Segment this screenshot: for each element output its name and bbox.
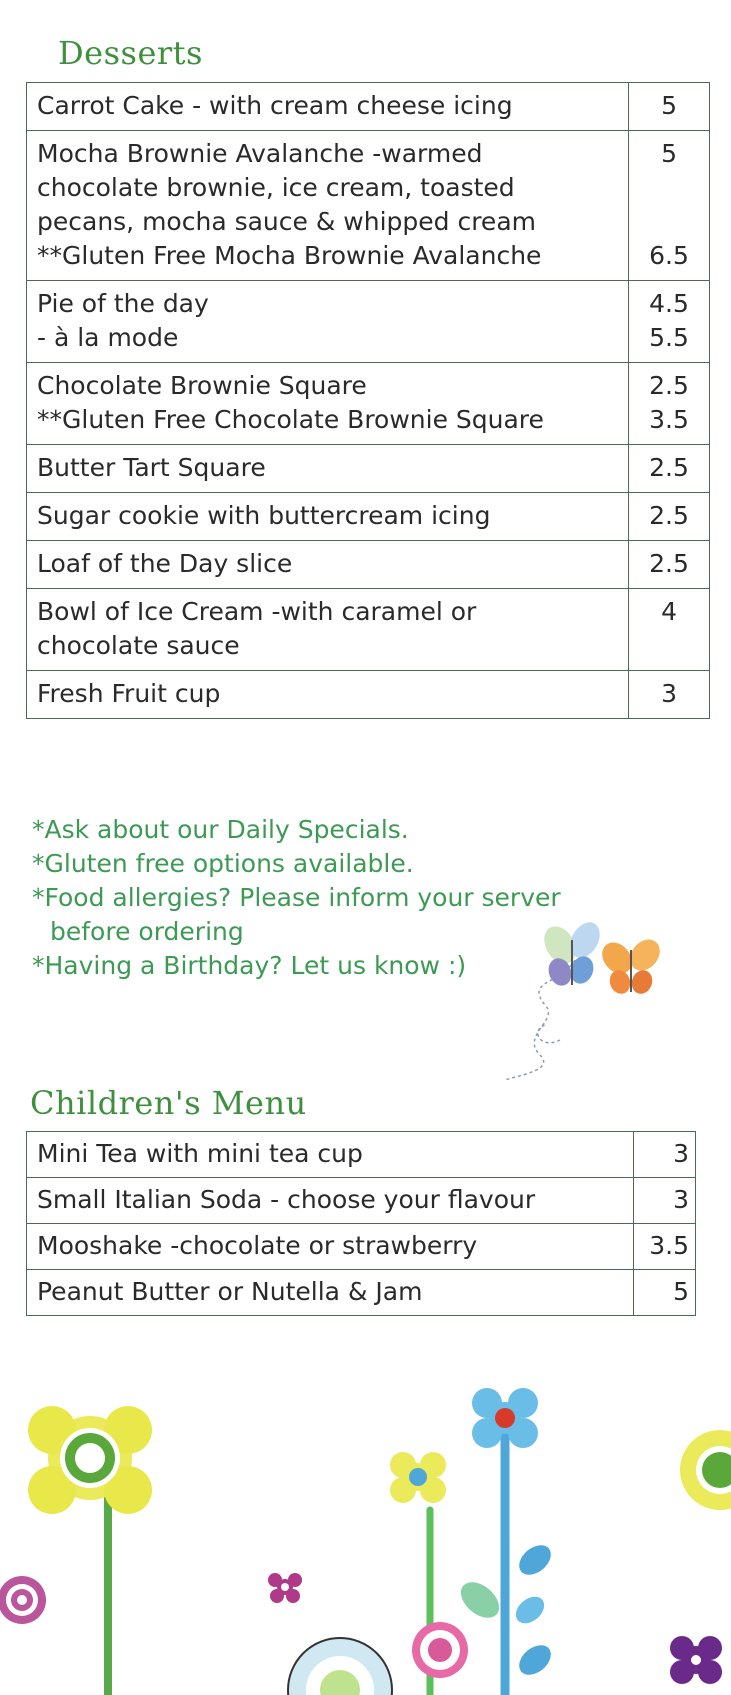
note-birthday: *Having a Birthday? Let us know :) [32, 951, 467, 980]
item-name: Carrot Cake - with cream cheese icing [27, 83, 629, 131]
item-name: Mini Tea with mini tea cup [27, 1132, 634, 1178]
item-name: Loaf of the Day slice [27, 541, 629, 589]
item-price: 2.5 [629, 493, 710, 541]
flower-icon [412, 1622, 468, 1678]
item-name: Butter Tart Square [27, 445, 629, 493]
desserts-heading: Desserts [58, 34, 203, 72]
item-price: 5 [629, 83, 710, 131]
item-price: 3 [634, 1132, 696, 1178]
flower-icon [390, 1452, 446, 1503]
item-price: 2.5 3.5 [629, 363, 710, 445]
note-gluten-free: *Gluten free options available. [32, 849, 414, 878]
note-daily-specials: *Ask about our Daily Specials. [32, 815, 409, 844]
butterfly-icon [505, 917, 606, 1080]
item-name: Chocolate Brownie Square **Gluten Free Chocolate Brownie Square [27, 363, 629, 445]
item-name: Sugar cookie with buttercream icing [27, 493, 629, 541]
item-price: 2.5 [629, 541, 710, 589]
flower-icon [670, 1636, 722, 1684]
item-price: 3.5 [634, 1224, 696, 1270]
item-price: 5 6.5 [629, 131, 710, 281]
item-price: 5 [634, 1270, 696, 1316]
item-price: 4.5 5.5 [629, 281, 710, 363]
item-name: Pie of the day - à la mode [27, 281, 629, 363]
item-name: Fresh Fruit cup [27, 671, 629, 719]
item-price: 3 [629, 671, 710, 719]
flower-icon [0, 1576, 46, 1624]
item-price: 3 [634, 1178, 696, 1224]
flower-icon [288, 1638, 392, 1695]
flower-icon [268, 1573, 302, 1603]
item-name: Mooshake -chocolate or strawberry [27, 1224, 634, 1270]
flower-icon [680, 1430, 731, 1510]
item-name: Bowl of Ice Cream -with caramel or chocolate sauce [27, 589, 629, 671]
note-food-allergies-cont: before ordering [50, 917, 244, 946]
item-price: 2.5 [629, 445, 710, 493]
flower-icon [28, 1406, 152, 1514]
item-name: Peanut Butter or Nutella & Jam [27, 1270, 634, 1316]
butterfly-icon [596, 934, 666, 997]
item-name: Mocha Brownie Avalanche -warmed chocolate brownie, ice cream, toasted pecans, mocha sauce & whipped cream **Gluten Free Mocha Brownie Avalanche [27, 131, 629, 281]
note-food-allergies: *Food allergies? Please inform your server [32, 883, 561, 912]
item-name: Small Italian Soda - choose your flavour [27, 1178, 634, 1224]
item-price: 4 [629, 589, 710, 671]
childrens-menu-heading: Children's Menu [30, 1084, 307, 1122]
